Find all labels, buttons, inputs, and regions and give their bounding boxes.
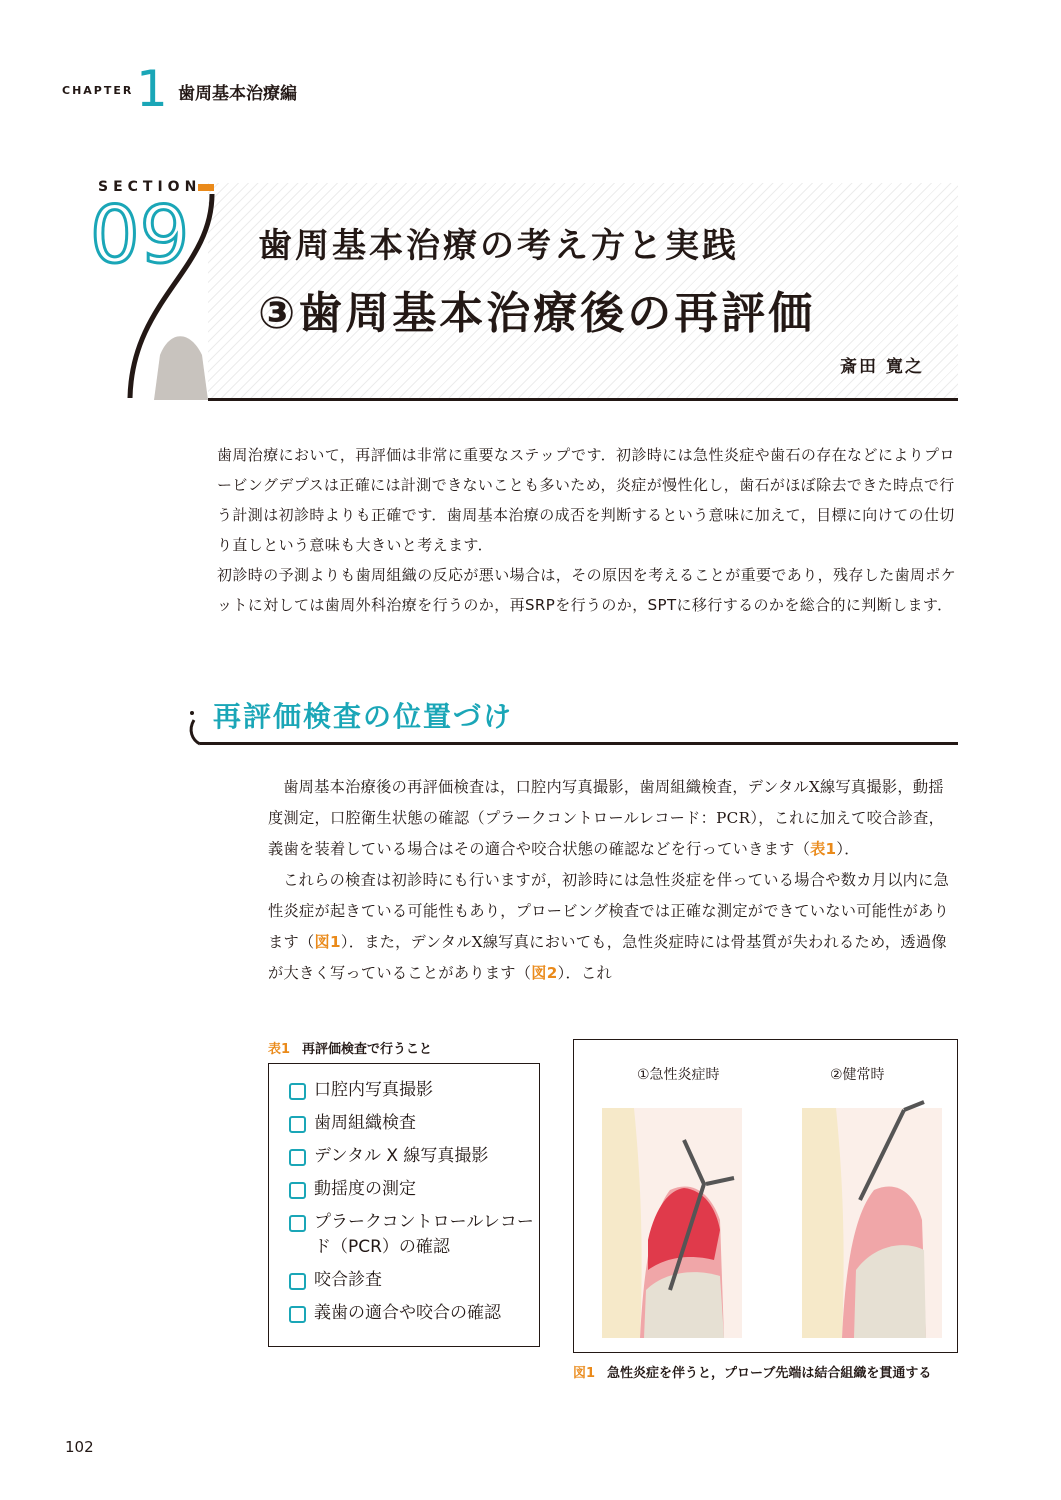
figure-caption: 図1 急性炎症を伴うと，プローブ先端は結合組織を貫通する bbox=[573, 1366, 932, 1381]
table-box bbox=[268, 1063, 540, 1347]
figure-illustration bbox=[574, 1040, 956, 1351]
checkbox-icon bbox=[289, 1306, 306, 1323]
body-text bbox=[268, 772, 958, 989]
checklist-item-label: 歯周組織検査 bbox=[314, 1113, 416, 1133]
healthy-diagram bbox=[802, 1102, 942, 1338]
intro-paragraph: 初診時の予測よりも歯周組織の反応が悪い場合は，その原因を考えることが重要であり，残存した歯周ポケットに対しては歯周外科治療を行うのか，再SRPを行うのか，SPTに移行するのかを総合的に判断します． bbox=[217, 566, 957, 614]
checklist-item-label: 口腔内写真撮影 bbox=[314, 1080, 433, 1100]
table-caption: 表1 再評価検査で行うこと bbox=[268, 1042, 433, 1057]
checkbox-icon bbox=[289, 1182, 306, 1199]
page-number: 102 bbox=[65, 1438, 94, 1456]
body-paragraph: これらの検査は初診時にも行いますが，初診時には急性炎症を伴っている場合や数カ月以内に急性炎症が起きている可能性もあり，プロービング検査では正確な測定ができていない可能性があります（図1）．また，デンタルX線写真においても，急性炎症時には骨基質が失われるため，透過像が大きく写っていることがあります（図2）．これ bbox=[268, 871, 950, 982]
checkbox-icon bbox=[289, 1116, 306, 1133]
body-paragraph: 歯周基本治療後の再評価検査は，口腔内写真撮影，歯周組織検査，デンタルX線写真撮影，動揺度測定，口腔衛生状態の確認（プラークコントロールレコード：PCR），これに加えて咬合診査，義歯を装着している場合はその適合や咬合状態の確認などを行っていきます（表1）． bbox=[268, 778, 945, 858]
checklist-item bbox=[289, 1111, 539, 1136]
checklist-item bbox=[289, 1301, 539, 1326]
checklist-item-label: 動揺度の測定 bbox=[314, 1179, 416, 1199]
checkbox-icon bbox=[289, 1273, 306, 1290]
checklist-item-label: 咬合診査 bbox=[314, 1270, 382, 1290]
section-heading: 再評価検査の位置づけ bbox=[213, 700, 514, 733]
checklist-item bbox=[289, 1144, 539, 1169]
table-ref: 表1 bbox=[810, 840, 837, 858]
checkbox-icon bbox=[289, 1149, 306, 1166]
figure-label-right: ②健常時 bbox=[830, 1067, 885, 1083]
checklist bbox=[269, 1064, 539, 1326]
checklist-item-label: 義歯の適合や咬合の確認 bbox=[314, 1303, 501, 1323]
figure-box bbox=[573, 1039, 958, 1353]
figure-ref: 図2 bbox=[531, 964, 558, 982]
checklist-item bbox=[289, 1210, 539, 1260]
chapter-number: 1 bbox=[136, 60, 168, 118]
author: 斎田 寛之 bbox=[840, 357, 924, 377]
section-number: 09 bbox=[90, 191, 190, 281]
checkbox-icon bbox=[289, 1083, 306, 1100]
title-rule bbox=[208, 398, 958, 401]
section-label: SECTION bbox=[98, 179, 202, 195]
acute-inflammation-diagram bbox=[602, 1108, 742, 1338]
checklist-item bbox=[289, 1078, 539, 1103]
figure-label-left: ①急性炎症時 bbox=[637, 1067, 720, 1083]
page-title-line1: 歯周基本治療の考え方と実践 bbox=[258, 226, 739, 266]
chapter-label: CHAPTER bbox=[62, 84, 134, 97]
checklist-item-label: デンタル X 線写真撮影 bbox=[314, 1146, 489, 1166]
checklist-item bbox=[289, 1177, 539, 1202]
page-title-line2: ③歯周基本治療後の再評価 bbox=[258, 288, 816, 339]
chapter-title: 歯周基本治療編 bbox=[178, 84, 297, 104]
intro-text bbox=[217, 440, 959, 620]
checklist-item bbox=[289, 1268, 539, 1293]
heading-rule bbox=[200, 742, 958, 745]
checklist-item-label: プラークコントロールレコード（PCR）の確認 bbox=[314, 1212, 534, 1257]
intro-paragraph: 歯周治療において，再評価は非常に重要なステップです．初診時には急性炎症や歯石の存在などによりプロービングデプスは正確には計測できないことも多いため，炎症が慢性化し，歯石がほぼ除去できた時点で行う計測は初診時よりも正確です．歯周基本治療の成否を判断するという意味に加えて，目標に向けての仕切り直しという意味も大きいと考えます． bbox=[217, 446, 955, 554]
checkbox-icon bbox=[289, 1215, 306, 1232]
figure-ref: 図1 bbox=[314, 933, 341, 951]
